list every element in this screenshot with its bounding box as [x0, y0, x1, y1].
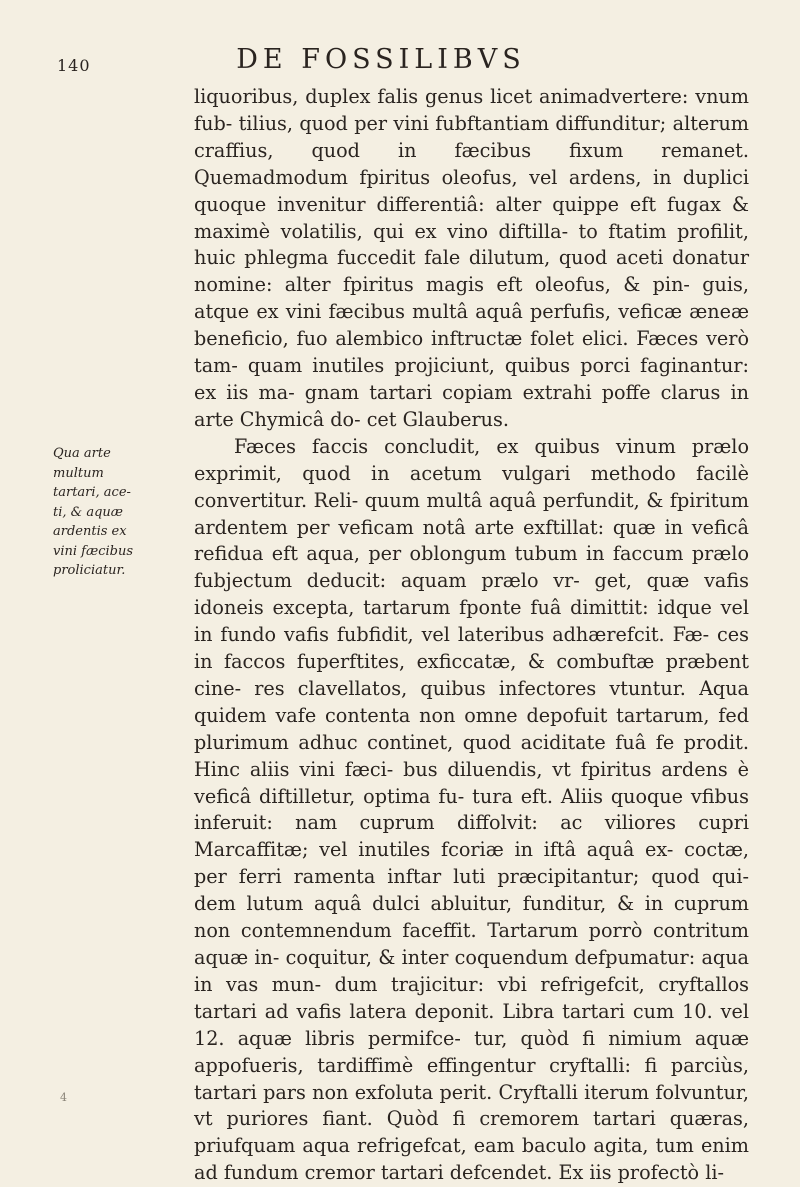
margin-note-line: ardentis ex	[53, 524, 127, 539]
paragraph-1: liquoribus, duplex falis genus licet animadvertere: vnum fub- tilius, quod per vini fubftantiam diffunditur; alterum craffius, quod in fæcibus fixum remanet. Quemadmodum fpiritus oleofus, vel ardens, in duplici quoque invenitur differentiâ: alter quippe eft fugax & maximè volatilis, qui ex vino diftilla- to ftatim profilit, huic phlegma fuccedit fale dilutum, quod aceti donatur nomine: alter fpiritus magis eft oleofus, & pin- guis, atque ex vini fæcibus multâ aquâ perfufis, veficæ æneæ beneficio, fuo alembico inftructæ folet elici. Fæces verò tam- quam inutiles projiciunt, quibus porci faginantur: ex iis ma- gnam tartari copiam extrahi poffe clarus in arte Chymicâ do- cet Glauberus.	[194, 85, 749, 431]
margin-note	[53, 444, 171, 581]
running-head: DE FOSSILIBVS	[236, 44, 526, 75]
catchword: 4	[60, 1091, 67, 1104]
main-text	[194, 84, 749, 1187]
margin-note-line: tartari, ace-	[53, 485, 131, 500]
page-number: 140	[57, 56, 91, 75]
margin-note-line: proliciatur.	[53, 563, 126, 578]
margin-note-line: multum	[53, 465, 104, 481]
margin-note-line: vini fæcibus	[53, 543, 133, 559]
margin-note-line: Qua arte	[53, 446, 111, 461]
margin-note-line: ti, & aquæ	[53, 504, 124, 520]
paragraph-2: Fæces faccis concludit, ex quibus vinum prælo exprimit, quod in acetum vulgari methodo facilè convertitur. Reli- quum multâ aquâ perfundit, & fpiritum ardentem per veficam notâ arte exftillat: quæ in veficâ refidua eft aqua, per oblongum tubum in faccum prælo fubjectum deducit: aquam prælo vr- get, quæ vafis idoneis excepta, tartarum fponte fuâ dimittit: idque vel in fundo vafis fubfidit, vel lateribus adhærefcit. Fæ- ces in faccos fuperftites, exficcatæ, & combuftæ præbent cine- res clavellatos, quibus infectores vtuntur. Aqua quidem vafe contenta non omne depofuit tartarum, fed plurimum adhuc continet, quod aciditate fuâ fe prodit. Hinc aliis vini fæci- bus diluendis, vt fpiritus ardens è veficâ diftilletur, optima fu- tura eft. Aliis quoque vfibus inferuit: nam cuprum diffolvit: ac viliores cupri Marcaffitæ; vel inutiles fcoriæ in iftâ aquâ ex- coctæ, per ferri ramenta inftar luti præcipitantur; quod qui- dem lutum aquâ dulci abluitur, funditur, & in cuprum non contemnendum faceffit. Tartarum porrò contritum aquæ in- coquitur, & inter coquendum defpumatur: aqua in vas mun- dum trajicitur: vbi refrigefcit, cryftallos tartari ad vafis latera deponit. Libra tartari cum 10. vel 12. aquæ libris permifce- tur, quòd fi nimium aquæ appofueris, tardiffimè effingentur cryftalli: fi parciùs, tartari pars non exfoluta perit. Cryftalli iterum folvuntur, vt puriores fiant. Quòd fi cremorem tartari quæras, priufquam aqua refrigefcat, eam baculo agita, tum enim ad fundum cremor tartari defcendet. Ex iis profectò li-	[194, 434, 749, 1185]
